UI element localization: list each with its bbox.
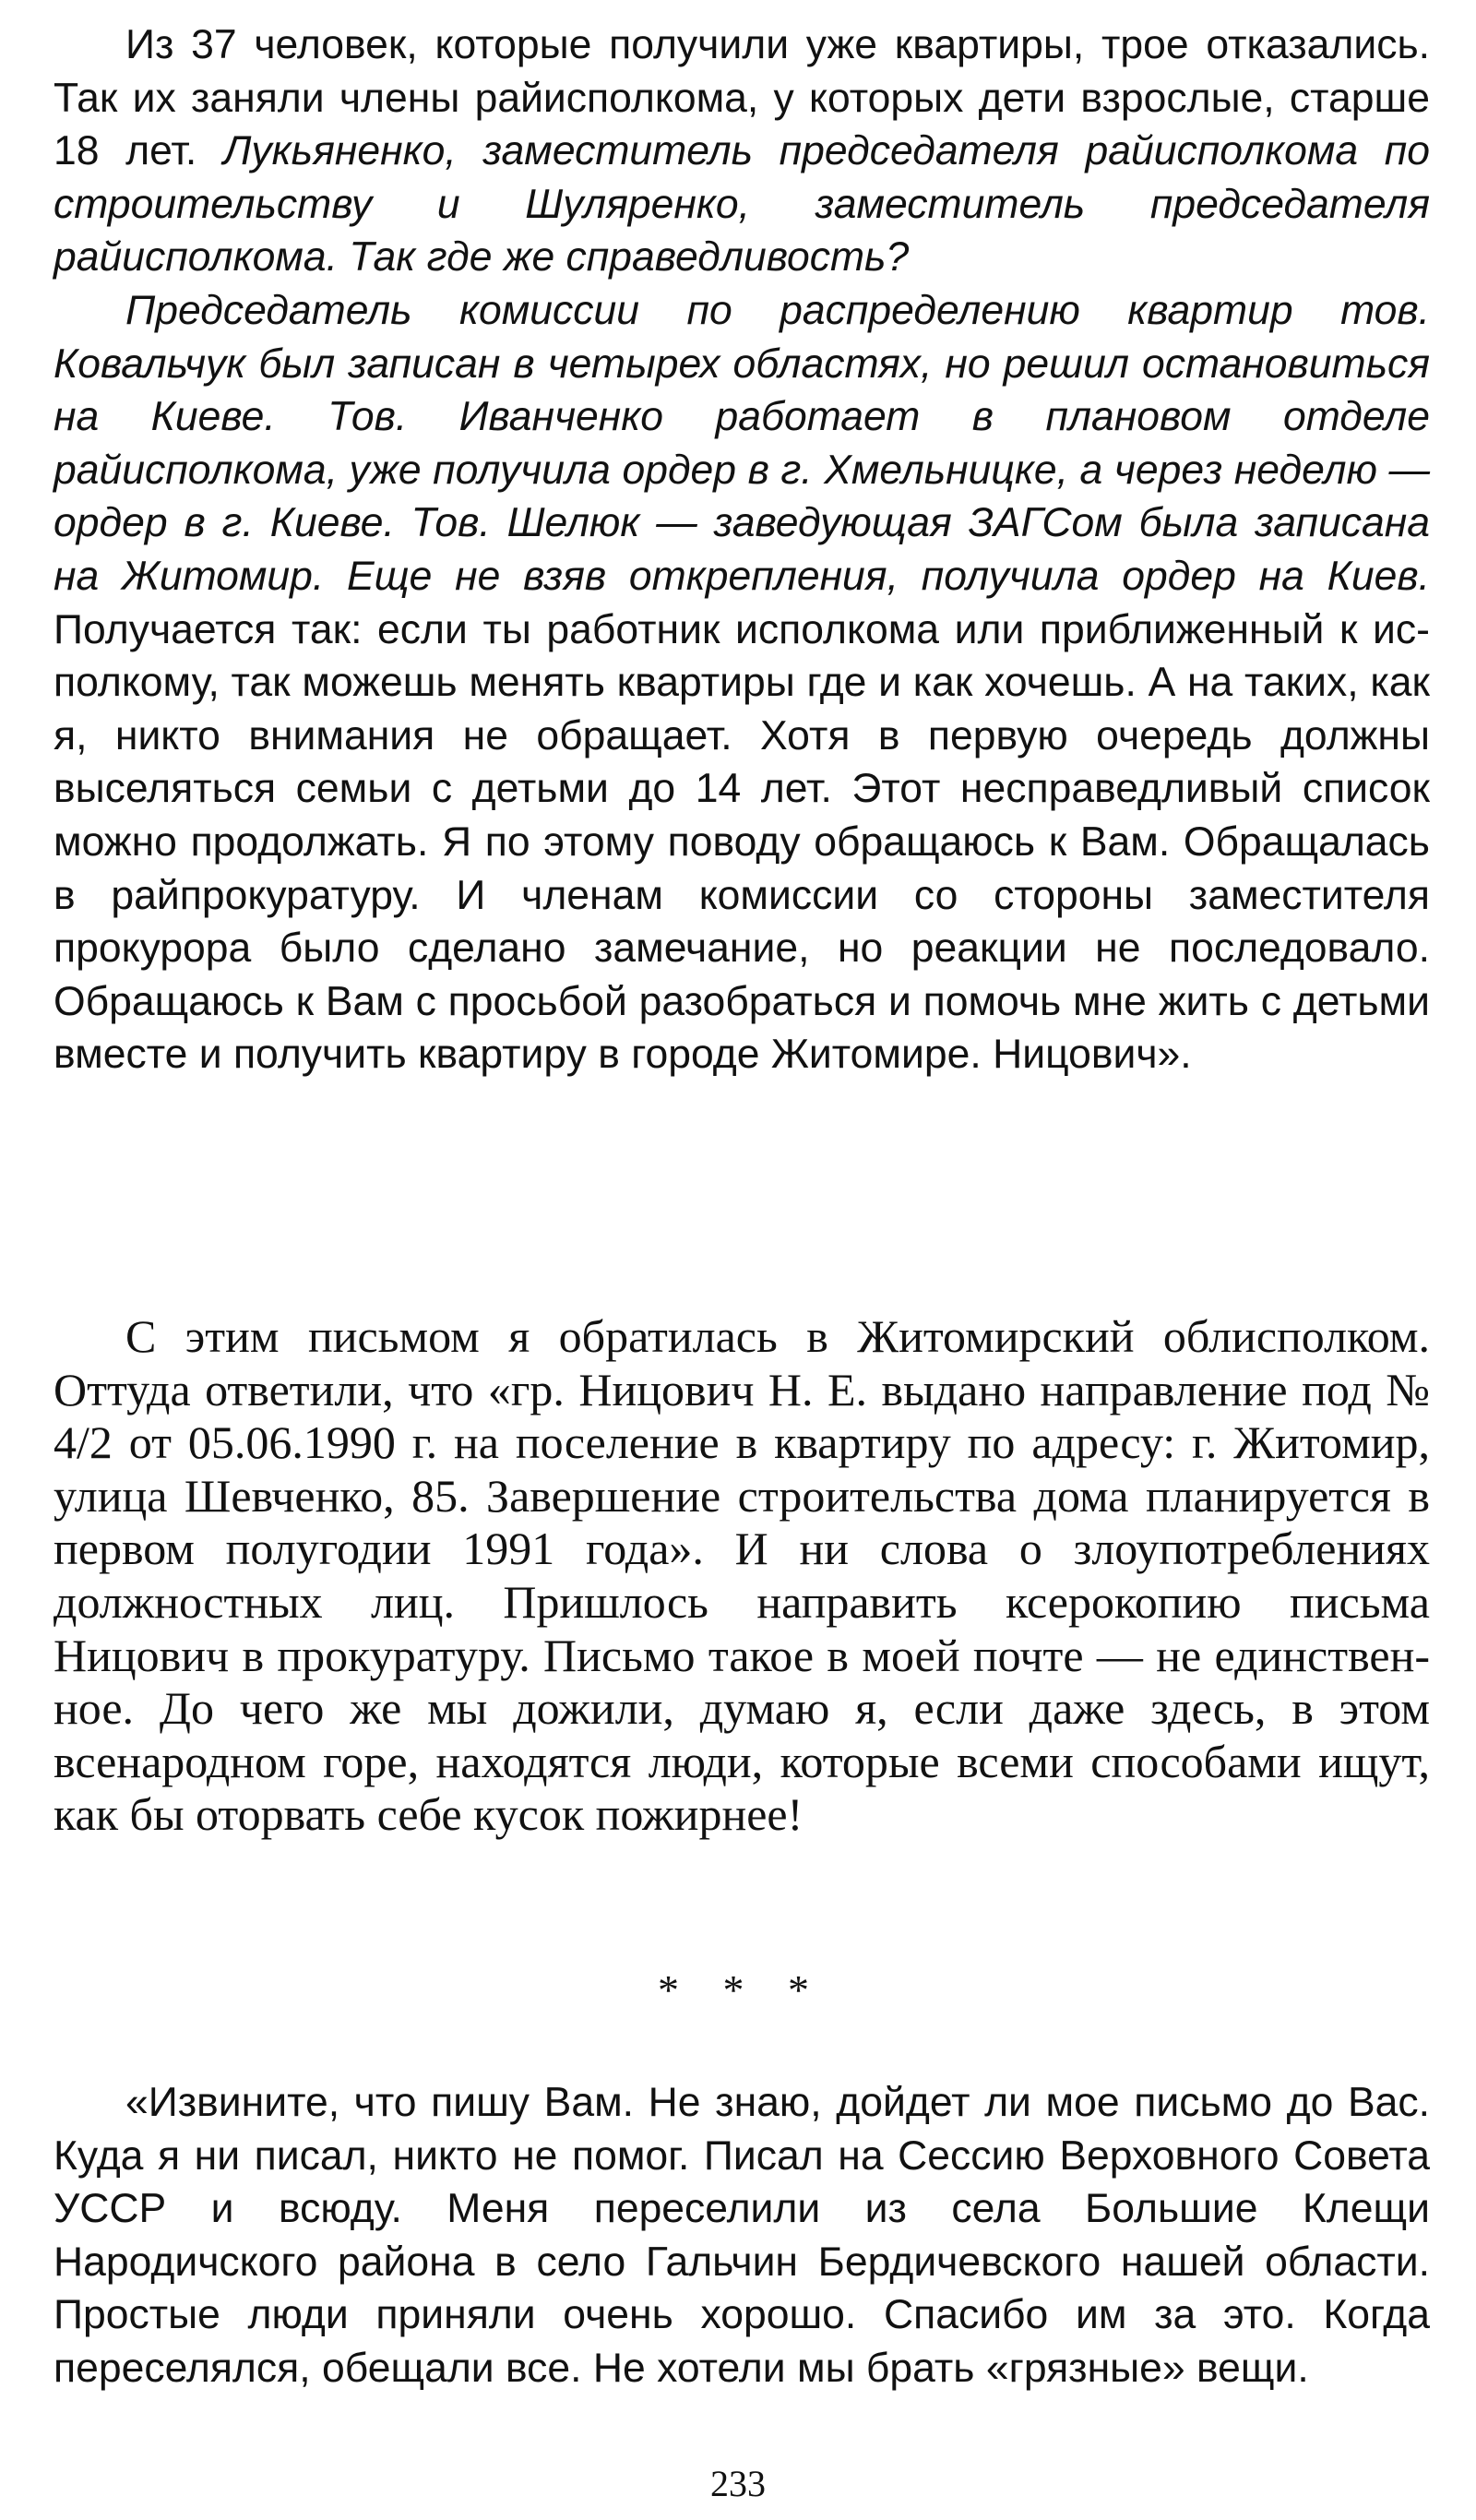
paragraph-2-italic: Председатель комиссии по распределению квартир тов. Ковальчук был записан в четырех областях, но решил остановиться на Киеве. Тов. Иванченко работает в плановом отделе райисполкома, уже получила ордер в г. Хмельницке, а через неделю — ордер в г. Киеве. Тов. Шелюк — заведующая ЗАГСом была записана на Житомир. Еще не взяв открепления, получила ордер на Киев. <box>54 287 1430 599</box>
paragraph-1-italic: Лукьяненко, заместитель председателя райисполкома по строительству и Шуляренко, заместитель председателя райисполкома. Так где же справедливость? <box>54 128 1430 281</box>
author-commentary <box>54 1310 1430 1842</box>
paragraph-1-regular: Из 37 человек, которые получили уже квартиры, трое отказались. Так их заняли члены райисполкома, у которых дети взрослые, старше 18 лет. <box>54 22 1430 174</box>
page-number: 233 <box>710 2463 766 2504</box>
paragraph-1 <box>54 18 1430 284</box>
section-divider: * * * <box>658 1966 826 2013</box>
paragraph-2 <box>54 284 1430 1081</box>
paragraph-4: «Извините, что пишу Вам. Не знаю, дойдет ли мое письмо до Вас. Куда я ни писал, никто не помог. Писал на Сессию Верховного Совета УССР и всюду. Меня переселили из села Большие Клещи Народичского района в село Гальчин Бердичевского нашей области. Простые люди приняли очень хорошо. Спасибо им за это. Когда переселялся, обещали все. Не хотели мы брать «грязные» вещи. <box>54 2080 1430 2391</box>
paragraph-3: С этим письмом я обратилась в Житомирский облисполком. Оттуда ответили, что «гр. Ницович Н. Е. выдано направление под № 4/2 от 05.06.1990 г. на поселение в квартиру по адресу: г. Житомир, улица Шевченко, 85. Завершение строительства дома планируется в первом полугодии 1991 года». И ни слова о злоупотреблениях должностных лиц. Пришлось направить ксерокопию письма Ницович в прокуратуру. Письмо такое в моей почте — не единственное. До чего же мы дожили, думаю я, если даже здесь, в этом всенародном горе, находятся люди, которые всеми способами ищут, как бы оторвать себе кусок пожирнее! <box>54 1310 1430 1841</box>
paragraph-2-regular: Получается так: если ты работник исполкома или приближенный к исполкому, так можешь менять квартиры где и как хочешь. А на таких, как я, никто внимания не обращает. Хотя в первую очередь должны выселяться семьи с детьми до 14 лет. Этот несправедливый список можно продолжать. Я по этому поводу обращаюсь к Вам. Обращалась в райпрокуратуру. И членам комиссии со стороны заместителя прокурора было сделано замечание, но реакции не последовало. Обращаюсь к Вам с просьбой разобраться и помочь мне жить с детьми вместе и получить квартиру в городе Житомире. Ницович». <box>54 606 1430 1078</box>
letter-text-lower <box>54 2076 1430 2395</box>
letter-text-upper <box>54 18 1430 1081</box>
